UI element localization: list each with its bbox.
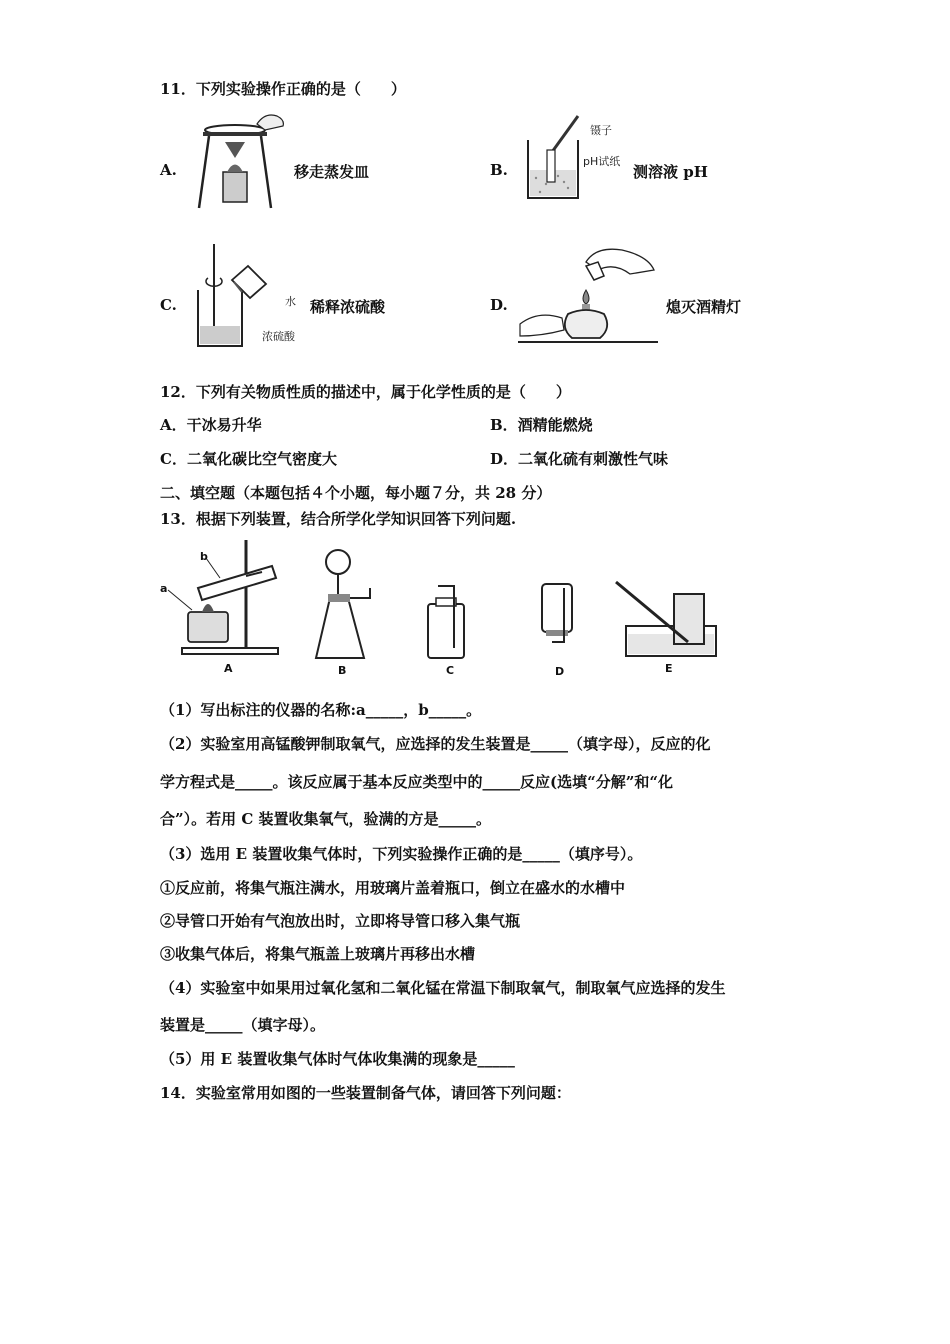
apparatus-c-label: C [446, 664, 455, 677]
q13-part1: （1）写出标注的仪器的名称:a_____，b_____。 [160, 701, 482, 719]
q12-stem: 12．下列有关物质性质的描述中，属于化学性质的是（ ） [160, 383, 571, 401]
section-2-heading: 二、填空题（本题包括４个小题，每小题７分，共 28 分） [160, 484, 552, 502]
q11-option-b-caption: 测溶液 pH [633, 163, 708, 181]
q11-option-d-letter[interactable]: D. [490, 296, 508, 314]
q12-option-d[interactable]: D．二氧化硫有刺激性气味 [490, 450, 669, 468]
ph-paper-label: pH试纸 [583, 155, 621, 168]
q13-part3-choice-3: ③收集气体后，将集气瓶盖上玻璃片再移出水槽 [160, 945, 476, 963]
mark-a: a [160, 582, 168, 595]
tweezers-label: 镊子 [590, 124, 612, 137]
q11-option-c-letter[interactable]: C. [160, 296, 177, 314]
q13-stem: 13．根据下列装置，结合所学化学知识回答下列问题. [160, 510, 517, 528]
apparatus-a-label: A [224, 662, 233, 675]
conc-acid-label: 浓硫酸 [262, 330, 295, 343]
q13-part2-line3: 合”）。若用 C 装置收集氧气，验满的方是_____。 [160, 810, 492, 828]
q13-part5: （5）用 E 装置收集气体时气体收集满的现象是_____ [160, 1050, 515, 1068]
q11-option-b-letter[interactable]: B. [490, 161, 508, 179]
apparatus-figure [158, 538, 728, 678]
water-label: 水 [285, 295, 296, 308]
q11-option-d-caption: 熄灭酒精灯 [666, 298, 742, 316]
q11-stem: 11．下列实验操作正确的是（ ） [160, 80, 406, 98]
q13-part3-choice-1: ①反应前，将集气瓶注满水，用玻璃片盖着瓶口，倒立在盛水的水槽中 [160, 879, 626, 897]
q13-part3-choice-2: ②导管口开始有气泡放出时，立即将导管口移入集气瓶 [160, 912, 521, 930]
q13-part4-line2: 装置是_____（填字母）。 [160, 1016, 326, 1034]
q12-option-c[interactable]: C．二氧化碳比空气密度大 [160, 450, 337, 468]
evaporating-dish-figure [195, 112, 290, 212]
q11-option-a-caption: 移走蒸发皿 [294, 163, 370, 181]
q13-part4-line1: （4）实验室中如果用过氧化氢和二氧化锰在常温下制取氧气，制取氧气应选择的发生 [160, 979, 726, 997]
q13-part3: （3）选用 E 装置收集气体时，下列实验操作正确的是_____（填序号）。 [160, 845, 643, 863]
q12-option-b[interactable]: B．酒精能燃烧 [490, 416, 593, 434]
q11-option-a-letter[interactable]: A. [160, 161, 177, 179]
apparatus-e-label: E [665, 662, 673, 675]
q12-option-a[interactable]: A．干冰易升华 [160, 416, 262, 434]
mark-b: b [200, 550, 208, 563]
q13-part2-line1: （2）实验室用高锰酸钾制取氧气，应选择的发生装置是_____（填字母），反应的化 [160, 735, 711, 753]
apparatus-b-label: B [338, 664, 347, 677]
q13-part2-line2: 学方程式是_____。该反应属于基本反应类型中的_____反应(选填“分解”和“化 [160, 773, 673, 791]
ph-beaker-figure [520, 112, 582, 202]
q11-option-c-caption: 稀释浓硫酸 [310, 298, 386, 316]
alcohol-lamp-figure [518, 240, 658, 348]
apparatus-d-label: D [555, 665, 565, 678]
q14-stem: 14．实验室常用如图的一些装置制备气体，请回答下列问题： [160, 1084, 571, 1102]
